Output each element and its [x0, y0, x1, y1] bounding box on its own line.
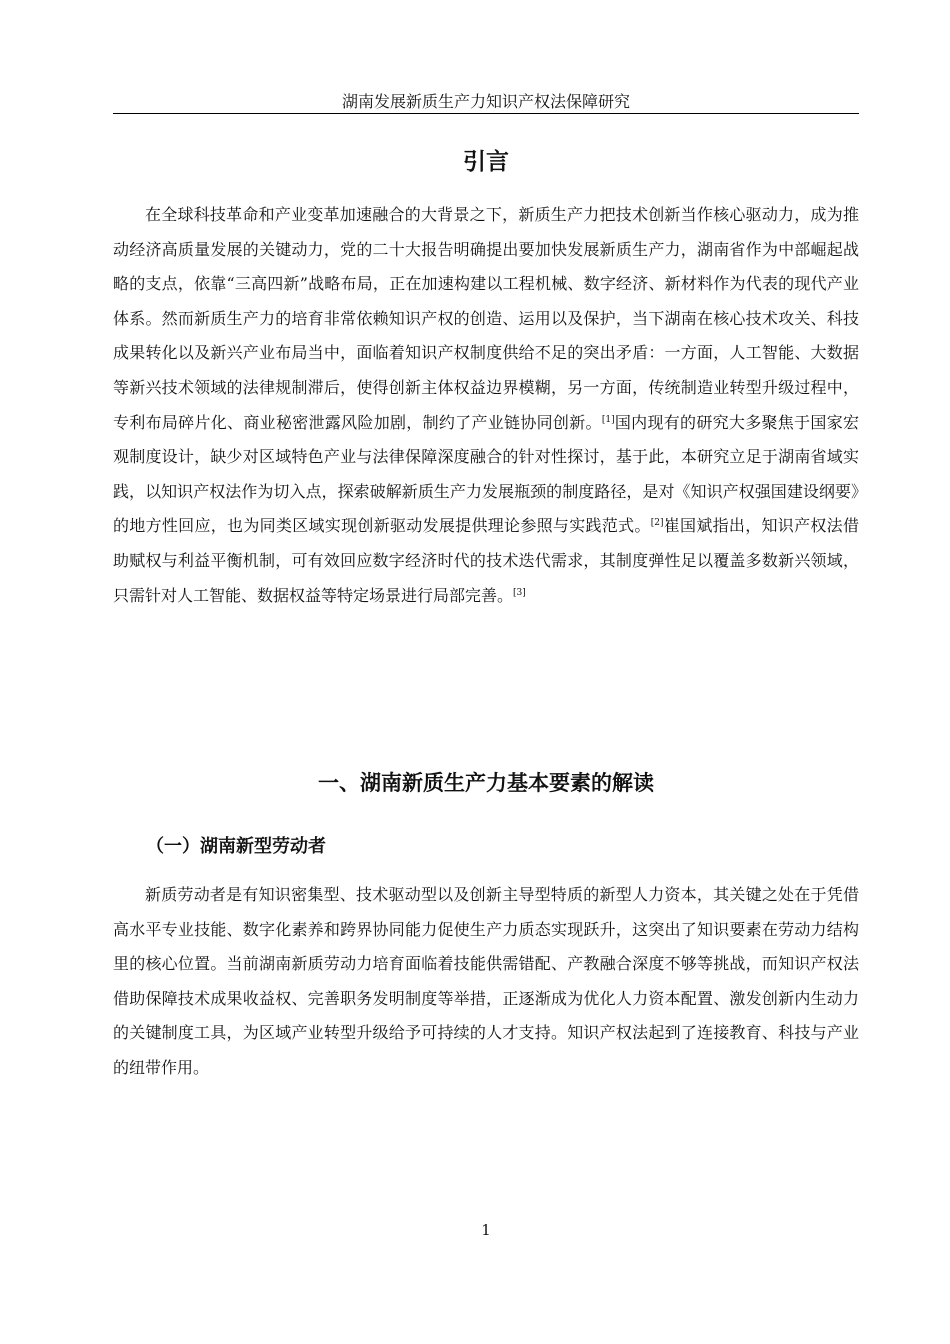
- chapter-title: 一、湖南新质生产力基本要素的解读: [318, 771, 654, 795]
- intro-title: 引言: [463, 149, 509, 175]
- page-number: 1: [481, 1221, 491, 1239]
- header-rule: [113, 113, 859, 114]
- intro-text-part-1: 在全球科技革命和产业变革加速融合的大背景之下，新质生产力把技术创新当作核心驱动力，成为推动经济高质量发展的关键动力，党的二十大报告明确提出要加快发展新质生产力，湖南省作为中部崛起战略的支点，依靠“三高四新”战略布局，正在加速构建以工程机械、数字经济、新材料作为代表的现代产业体系。然而新质生产力的培育非常依赖知识产权的创造、运用以及保护，当下湖南在核心技术攻关、科技成果转化以及新兴产业布局当中，面临着知识产权制度供给不足的突出矛盾：一方面，人工智能、大数据等新兴技术领域的法律规制滞后，使得创新主体权益边界模糊，另一方面，传统制造业转型升级过程中，专利布局碎片化、商业秘密泄露风险加剧，制约了产业链协同创新。: [113, 205, 859, 432]
- citation-1: [1]: [601, 414, 615, 425]
- subsection-paragraph: 新质劳动者是有知识密集型、技术驱动型以及创新主导型特质的新型人力资本，其关键之处在于凭借高水平专业技能、数字化素养和跨界协同能力促使生产力质态实现跃升，这突出了知识要素在劳动力结构里的核心位置。当前湖南新质劳动力培育面临着技能供需错配、产教融合深度不够等挑战，而知识产权法借助保障技术成果收益权、完善职务发明制度等举措，正逐渐成为优化人力资本配置、激发创新内生动力的关键制度工具，为区域产业转型升级给予可持续的人才支持。知识产权法起到了连接教育、科技与产业的纽带作用。: [113, 885, 859, 1077]
- intro-paragraph: [113, 198, 859, 613]
- citation-3: [3]: [513, 587, 526, 598]
- subsection-title: （一）湖南新型劳动者: [146, 836, 326, 857]
- citation-2: [2]: [650, 518, 664, 529]
- intro-text-part-3: 崔国斌指出，知识产权法借助赋权与利益平衡机制，可有效回应数字经济时代的技术迭代需求，其制度弹性足以覆盖多数新兴领域，只需针对人工智能、数据权益等特定场景进行局部完善。: [113, 516, 859, 605]
- running-header: 湖南发展新质生产力知识产权法保障研究: [341, 92, 630, 111]
- intro-text-part-2: 国内现有的研究大多聚焦于国家宏观制度设计，缺少对区域特色产业与法律保障深度融合的针对性探讨，基于此，本研究立足于湖南省域实践，以知识产权法作为切入点，探索破解新质生产力发展瓶颈的制度路径，是对《知识产权强国建设纲要》的地方性回应，也为同类区域实现创新驱动发展提供理论参照与实践范式。: [113, 412, 859, 536]
